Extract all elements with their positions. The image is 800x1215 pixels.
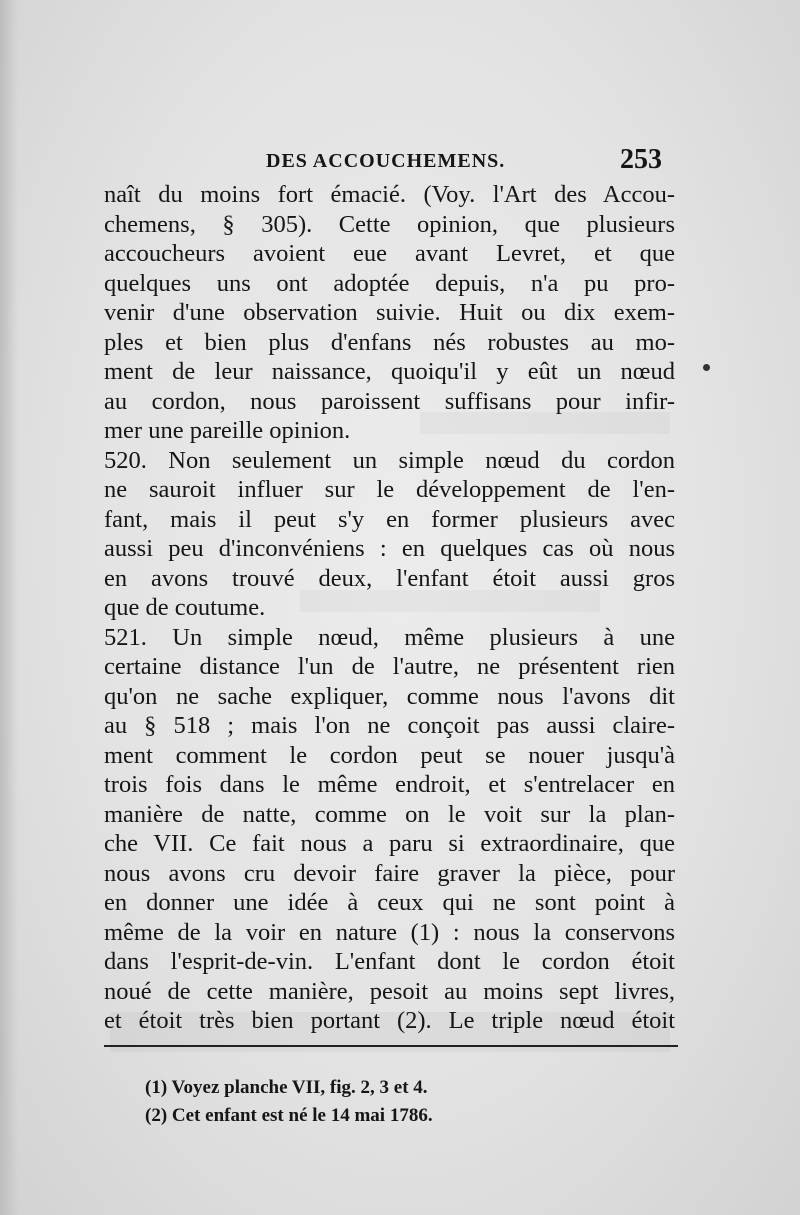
text-line: 520. Non seulement un simple nœud du cordon [104, 446, 675, 474]
margin-mark [703, 364, 710, 371]
text-line: ne sauroit influer sur le développement de l'en- [104, 476, 675, 503]
text-line: dans l'esprit-de-vin. L'enfant dont le cordon étoit [104, 948, 675, 975]
text-line: accoucheurs avoient eue avant Levret, et que [104, 240, 675, 267]
text-line: naît du moins fort émacié. (Voy. l'Art des Accou- [104, 181, 675, 208]
text-line: mer une pareille opinion. [104, 417, 351, 444]
text-line: aussi peu d'inconvéniens : en quelques cas où nous [104, 535, 675, 562]
footnote: (1) Voyez planche VII, fig. 2, 3 et 4. [145, 1077, 428, 1098]
text-line: quelques uns ont adoptée depuis, n'a pu pro- [104, 269, 675, 297]
footnotes [145, 1074, 665, 1130]
text-line: venir d'une observation suivie. Huit ou dix exem- [104, 299, 675, 326]
text-line: et étoit très bien portant (2). Le triple nœud étoit [104, 1007, 675, 1034]
footnote: (2) Cet enfant est né le 14 mai 1786. [145, 1105, 433, 1126]
text-line: au cordon, nous paroissent suffisans pour infir- [104, 387, 675, 415]
text-line: en donner une idée à ceux qui ne sont point à [104, 889, 675, 916]
text-line: que de coutume. [104, 594, 266, 621]
text-line: ment comment le cordon peut se nouer jusqu'à [104, 741, 675, 769]
text-line: au § 518 ; mais l'on ne conçoit pas aussi claire- [104, 712, 675, 739]
text-line: noué de cette manière, pesoit au moins sept livres, [104, 977, 675, 1005]
text-line: nous avons cru devoir faire graver la pièce, pour [104, 859, 675, 887]
text-line: fant, mais il peut s'y en former plusieurs avec [104, 505, 675, 533]
page-header [104, 144, 662, 180]
text-line: en avons trouvé deux, l'enfant étoit aussi gros [104, 564, 675, 592]
text-line: trois fois dans le même endroit, et s'entrelacer en [104, 771, 675, 798]
page-edge-shadow [0, 0, 18, 1215]
text-line: 521. Un simple nœud, même plusieurs à une [104, 623, 675, 651]
text-line: même de la voir en nature (1) : nous la conservons [104, 918, 675, 946]
text-line: ples et bien plus d'enfans nés robustes au mo- [104, 328, 675, 356]
footnote-divider [104, 1045, 678, 1047]
page-number: 253 [620, 144, 662, 175]
text-line: chemens, § 305). Cette opinion, que plusieurs [104, 210, 675, 238]
text-line: ment de leur naissance, quoiqu'il y eût un nœud [104, 358, 675, 385]
body-text [104, 180, 675, 1036]
text-line: certaine distance l'un de l'autre, ne présentent rien [104, 653, 675, 680]
running-title: DES ACCOUCHEMENS. [266, 150, 506, 172]
text-line: che VII. Ce fait nous a paru si extraordinaire, que [104, 830, 675, 857]
text-line: qu'on ne sache expliquer, comme nous l'avons dit [104, 682, 675, 710]
text-line: manière de natte, comme on le voit sur la plan- [104, 800, 675, 828]
